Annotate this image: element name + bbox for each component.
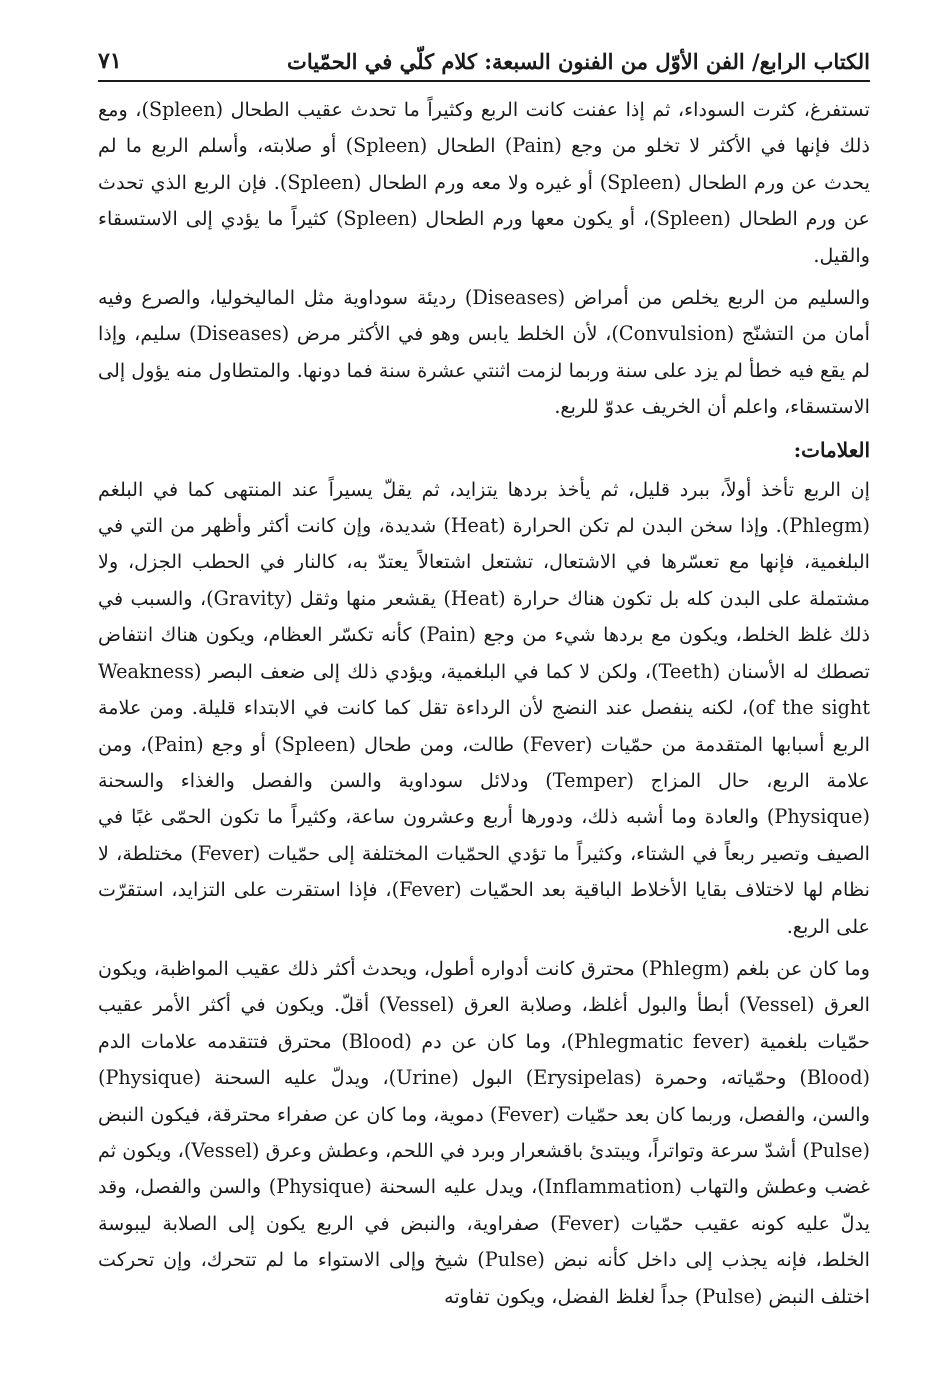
paragraph: تستفرغ، كثرت السوداء، ثم إذا عفنت كانت الربع وكثيراً ما تحدث عقيب الطحال (Spleen)، ومع ذلك فإنها في الأكثر لا تخلو من وجع (Pain) الطحال (Spleen) أو صلابته، وأسلم الربع ما لم يحدث عن ورم الطحال (Spleen) أو غيره ولا معه ورم الطحال (Spleen). فإن الربع الذي تحدث عن ورم الطحال (Spleen)، أو يكون معها ورم الطحال (Spleen) كثيراً ما يؤدي إلى الاستسقاء والقيل. bbox=[98, 98, 870, 267]
page-number: ٧١ bbox=[98, 47, 122, 74]
book-page bbox=[98, 30, 870, 1370]
running-header bbox=[98, 30, 870, 82]
section-heading: العلامات: bbox=[793, 437, 870, 462]
paragraph: وما كان عن بلغم (Phlegm) محترق كانت أدواره أطول، ويحدث أكثر ذلك عقيب المواظبة، ويكون العرق (Vessel) أبطأ والبول أغلظ، وصلابة العرق (Vessel) أقلّ. ويكون في أكثر الأمر عقيب حمّيات بلغمية (Phlegmatic fever)، وما كان عن دم (Blood) محترق فتتقدمه علامات الدم (Blood) وحمّياته، وحمرة (Erysipelas) البول (Urine)، ويدلّ عليه السحنة (Physique) والسن، والفصل، وربما كان بعد حمّيات (Fever) دموية، وما كان عن صفراء محترقة، فيكون النبض (Pulse) أشدّ سرعة وتواتراً، ويبتدئ باقشعرار وبرد في اللحم، وعطش وعرق (Vessel)، ويكون ثم غضب وعطش والتهاب (Inflammation)، ويدل عليه السحنة (Physique) والسن والفصل، وقد يدلّ عليه كونه عقيب حمّيات (Fever) صفراوية، والنبض في الربع يكون إلى الصلابة ليبوسة الخلط، فإنه يجذب إلى داخل كأنه نبض (Pulse) شيخ وإلى الاستواء ما لم تتحرك، وإن تحركت اختلف النبض (Pulse) جداً لغلظ الفضل، ويكون تفاوته bbox=[98, 956, 871, 1308]
paragraph: والسليم من الربع يخلص من أمراض (Diseases) رديئة سوداوية مثل الماليخوليا، والصرع وفيه أمان من التشنّج (Convulsion)، لأن الخلط يابس وهو في الأكثر مرض (Diseases) سليم، وإذا لم يقع فيه خطأ لم يزد على سنة وربما لزمت اثنتي عشرة سنة فما دونها. والمتطاول منه يؤول إلى الاستسقاء، واعلم أن الخريف عدوّ للربع. bbox=[98, 286, 870, 419]
header-title: الكتاب الرابع/ الفن الأوّل من الفنون السبعة: كلام كلّي في الحمّيات bbox=[287, 48, 870, 74]
paragraph: إن الربع تأخذ أولاً، ببرد قليل، ثم يأخذ بردها يتزايد، ثم يقلّ يسيراً عند المنتهى كما في البلغم (Phlegm). وإذا سخن البدن لم تكن الحرارة (Heat) شديدة، وإن كانت أكثر وأظهر من التي في البلغمية، فإنها مع تعسّرها في الاشتعال، تشتعل اشتعالاً يعتدّ به، كالنار في الحطب الجزل، ولا مشتملة على البدن كله بل تكون هناك حرارة (Heat) يقشعر منها وثقل (Gravity)، والسبب في ذلك غلظ الخلط، ويكون مع بردها شيء من وجع (Pain) كأنه تكسّر العظام، ويكون هناك انتفاض تصطك له الأسنان (Teeth)، ولكن لا كما في البلغمية، ويؤدي ذلك إلى ضعف البصر (Weakness of the sight)، لكنه ينفصل عند النضج لأن الرداءة تقل كما كانت في الابتداء قليلة. ومن علامة الربع أسبابها المتقدمة من حمّيات (Fever) طالت، ومن طحال (Spleen) أو وجع (Pain)، ومن علامة الربع، حال المزاج (Temper) ودلائل سوداوية والسن والفصل والغذاء والسحنة (Physique) والعادة وما أشبه ذلك، ودورها أربع وعشرون ساعة، وكثيراً ما تكون الحمّى غبًا في الصيف وتصير ربعاً في الشتاء، وكثيراً ما تؤدي الحمّيات المختلفة إلى حمّيات (Fever) مختلطة، لا نظام لها لاختلاف بقايا الأخلاط الباقية بعد الحمّيات (Fever)، فإذا استقرت على التزايد، استقرّت على الربع. bbox=[98, 477, 871, 938]
body-text bbox=[98, 92, 870, 1315]
